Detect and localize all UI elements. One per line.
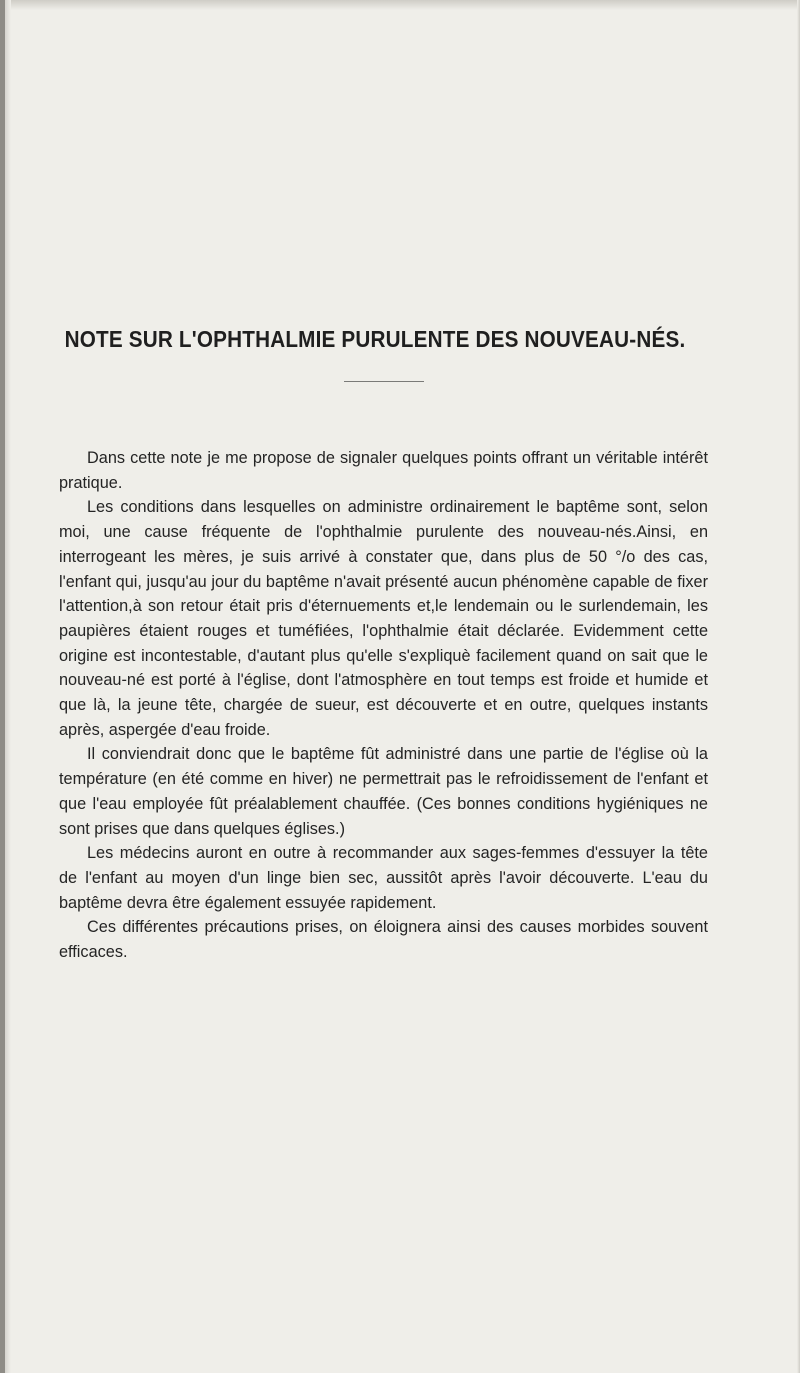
paragraph-1: Dans cette note je me propose de signaler quelques points offrant un véritable intérêt pratique. (59, 449, 708, 492)
page-binding-shadow (5, 0, 11, 1373)
paragraph-3: Il conviendrait donc que le baptême fût administré dans une partie de l'église où la température (en été comme en hiver) ne permettrait pas le refroidissement de l'enfant et que l'eau employée fût préalablement chauffée. (Ces bonnes conditions hygiéniques ne sont prises que dans quelques églises.) (59, 745, 708, 838)
article-body (59, 446, 708, 965)
page-title: NOTE SUR L'OPHTHALMIE PURULENTE DES NOUVEAU-NÉS. (64, 326, 686, 352)
title-divider (344, 381, 424, 382)
paragraph-2: Les conditions dans lesquelles on administre ordinairement le baptême sont, selon moi, une cause fréquente de l'ophthalmie purulente des nouveau-nés.Ainsi, en interrogeant les mères, je suis arrivé à constater que, dans plus de 50 °/o des cas, l'enfant qui, jusqu'au jour du baptême n'avait présenté aucun phénomène capable de fixer l'attention,à son retour était pris d'éternuements et,le lendemain ou le surlendemain, les paupières étaient rouges et tuméfiées, l'ophthalmie était déclarée. Evidemment cette origine est incontestable, d'autant plus qu'elle s'expliquè facilement quand on sait que le nouveau-né est porté à l'église, dont l'atmosphère en tout temps est froide et humide et que là, la jeune tête, chargée de sueur, est découverte et en outre, quelques instants après, aspergée d'eau froide. (59, 498, 708, 739)
paragraph-5: Ces différentes précautions prises, on éloignera ainsi des causes morbides souvent efficaces. (59, 918, 708, 962)
paragraph-4: Les médecins auront en outre à recommander aux sages-femmes d'essuyer la tête de l'enfant au moyen d'un linge bien sec, aussitôt après l'avoir découverte. L'eau du baptême devra être également essuyée rapidement. (59, 844, 708, 912)
page-top-edge (0, 0, 800, 10)
